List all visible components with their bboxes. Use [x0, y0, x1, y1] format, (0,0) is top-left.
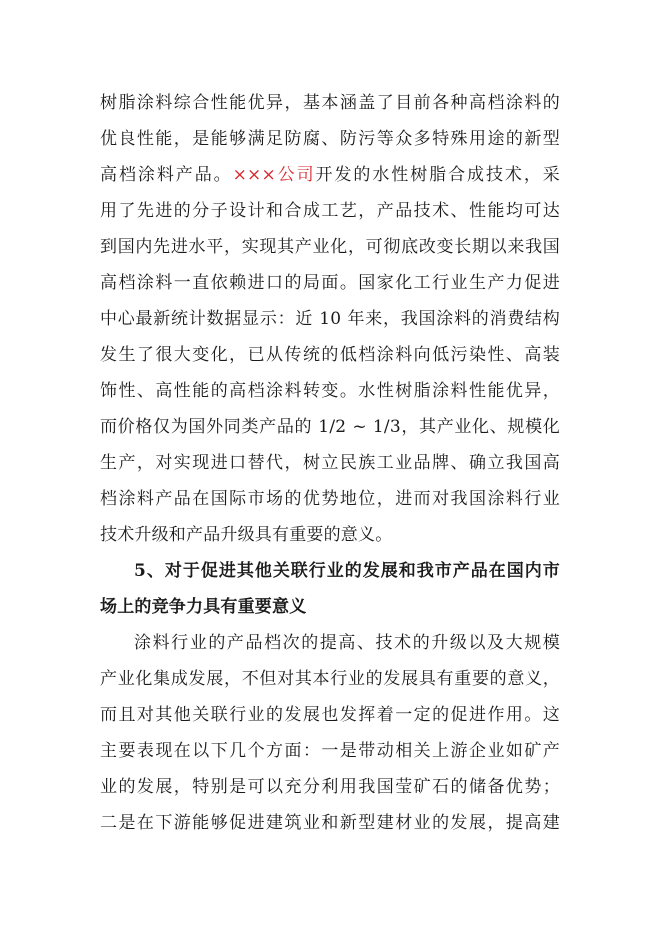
section-heading: 5、对于促进其他关联行业的发展和我市产品在国内市 — [134, 561, 560, 581]
body-text-line: 产业化集成发展，不但对其本行业的发展具有重要的意义， — [100, 669, 560, 689]
section-heading-continued: 场上的竞争力具有重要意义 — [100, 597, 307, 617]
body-text-line: 档涂料产品在国际市场的优势地位，进而对我国涂料行业 — [100, 489, 560, 509]
body-text-line-with-company — [100, 160, 560, 190]
body-text-line: 发生了很大变化，已从传统的低档涂料向低污染性、高装 — [100, 345, 560, 365]
body-text-line: 技术升级和产品升级具有重要的意义。 — [100, 525, 393, 545]
body-text-line: 业的发展，特别是可以充分利用我国莹矿石的储备优势； — [100, 777, 560, 797]
body-text-line: 而且对其他关联行业的发展也发挥着一定的促进作用。这 — [100, 705, 560, 725]
body-text-segment: 高档涂料产品。 — [100, 165, 233, 185]
body-text-line: 而价格仅为国外同类产品的 1/2 ~ 1/3，其产业化、规模化 — [100, 417, 560, 437]
body-text-line: 优良性能，是能够满足防腐、防污等众多特殊用途的新型 — [100, 129, 560, 149]
body-text-line: 二是在下游能够促进建筑业和新型建材业的发展，提高建 — [100, 813, 560, 833]
body-text-line: 到国内先进水平，实现其产业化，可彻底改变长期以来我国 — [100, 237, 560, 257]
body-text-line: 生产，对实现进口替代，树立民族工业品牌、确立我国高 — [100, 453, 560, 473]
body-text-line: 中心最新统计数据显示：近 10 年来，我国涂料的消费结构 — [100, 309, 560, 329]
body-text-segment: 开发的水性树脂合成技术，采 — [315, 165, 560, 185]
body-text-line: 饰性、高性能的高档涂料转变。水性树脂涂料性能优异， — [100, 381, 560, 401]
body-text-line: 用了先进的分子设计和合成工艺，产品技术、性能均可达 — [100, 201, 560, 221]
body-text-line: 高档涂料一直依赖进口的局面。国家化工行业生产力促进 — [100, 273, 560, 293]
body-text-line: 主要表现在以下几个方面：一是带动相关上游企业如矿产 — [100, 741, 560, 761]
body-text-line: 涂料行业的产品档次的提高、技术的升级以及大规模 — [134, 633, 560, 653]
body-text-line: 树脂涂料综合性能优异，基本涵盖了目前各种高档涂料的 — [100, 93, 560, 113]
company-name-highlight: ×××公司 — [232, 165, 316, 185]
